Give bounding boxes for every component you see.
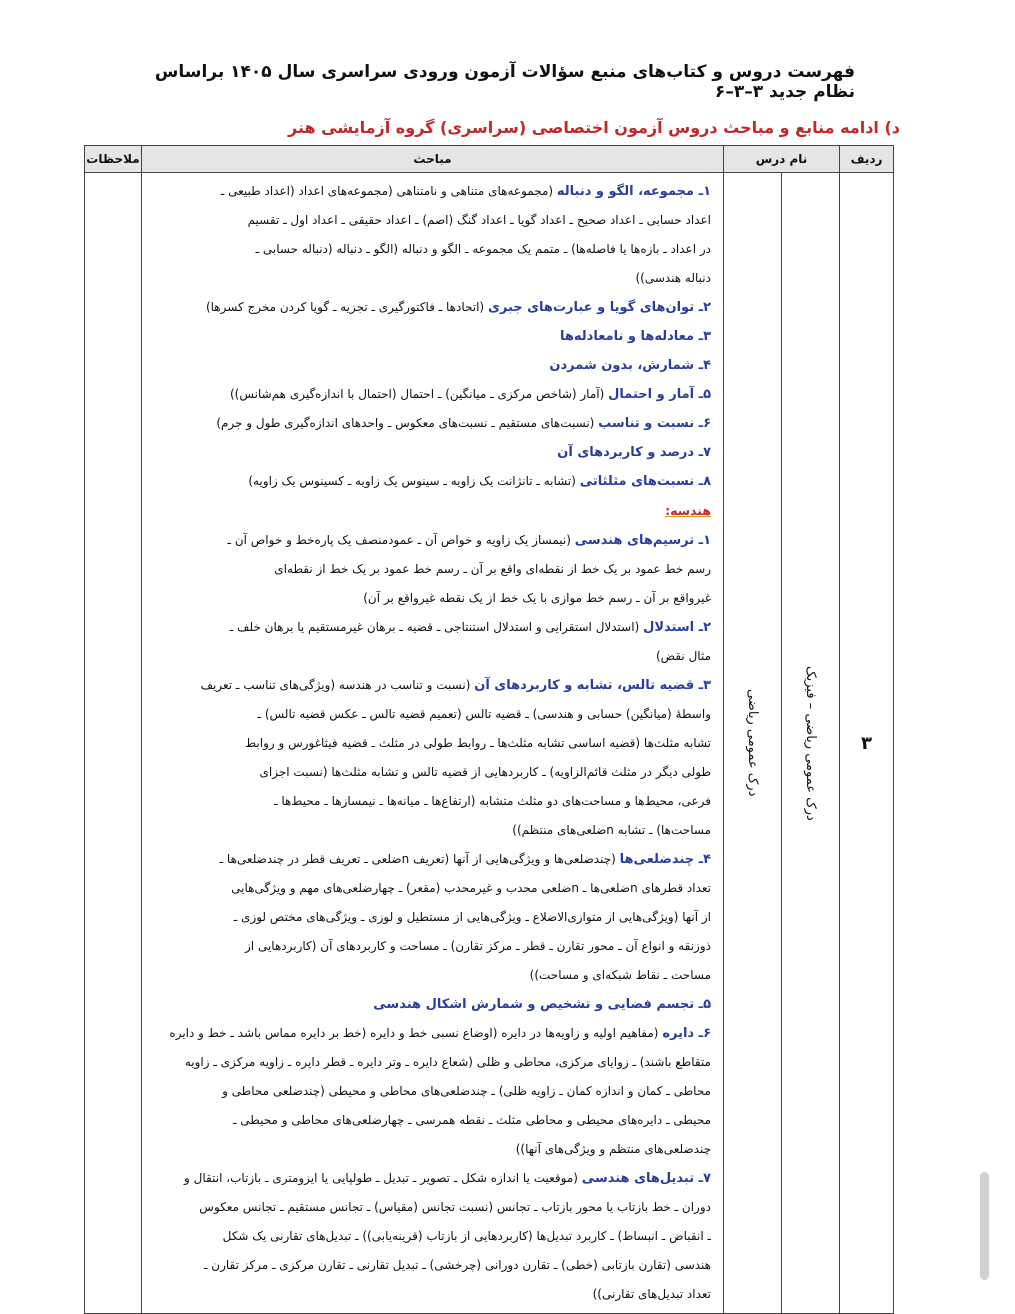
topic-line [150,816,711,845]
topic-text: طولی دیگر در مثلث قائم‌الزاویه) ـ کاربردهایی از قضیه تالس و تشابه مثلث‌ها (نسبت اجزای [259,765,711,779]
topic-text: دنباله هندسی)) [635,271,711,285]
topic-text: مساحت ـ نقاط شبکه‌ای و مساحت)) [529,968,711,982]
topic-heading: ۲ـ توان‌های گویا و عبارت‌های جبری [487,300,711,315]
topic-line [150,1019,711,1048]
subsection-heading: هندسه: [665,503,711,518]
topic-text: محاطی ـ کمان و اندازه کمان ـ زاویه ظلی) ـ چندضلعی‌های محاطی و محیطی (چندضلعی محاطی و [222,1084,711,1098]
topic-line [150,874,711,903]
topic-text: مساحت‌ها) ـ تشابه nضلعی‌های منتظم)) [512,823,711,837]
topic-line [150,584,711,613]
topic-text: در اعداد ـ بازه‌ها یا فاصله‌ها) ـ متمم یک مجموعه ـ الگو و دنباله (الگو ـ دنباله (دنباله حسابی ـ [255,242,711,256]
topic-line [150,1280,711,1309]
topic-line [150,932,711,961]
topic-line [150,526,711,555]
topic-text: دوران ـ خط بازتاب یا محور بازتاب ـ تجانس (نسبت تجانس (مقیاس) ـ تجانس مستقیم ـ تجانس معکوس [199,1200,711,1214]
topic-text: چندضلعی‌های منتظم و ویژگی‌های آنها)) [515,1142,711,1156]
topic-heading: ۶ـ نسبت و تناسب [598,416,711,431]
topic-line [150,409,711,438]
topic-text: ـ انقباض ـ انبساط) ـ کاربرد تبدیل‌ها (کاربردهایی از بازتاب (قرینه‌یابی)) ـ تبدیل‌های تقارنی یک شکل [222,1229,711,1243]
topic-heading: ۵ـ آمار و احتمال [608,387,711,402]
header-notes: ملاحظات [85,146,142,173]
course-name-main [782,173,839,1313]
topic-text: ذوزنقه و انواع آن ـ محور تقارن ـ قطر ـ مرکز تقارن) ـ مساحت و کاربردهای آن (کاربردهایی از [245,939,711,953]
topic-heading: ۶ـ دایره [662,1026,711,1041]
topic-line [150,1164,711,1193]
table-row [85,173,894,1314]
topic-text: غیرواقع بر آن ـ رسم خط موازی با یک خط از یک نقطه غیرواقع بر آن) [363,591,711,605]
topic-line [150,467,711,496]
topic-line [150,729,711,758]
topic-text: (اتحادها ـ فاکتورگیری ـ تجزیه ـ گویا کردن مخرج کسرها) [205,300,488,314]
notes-cell [85,173,142,1314]
topic-line [150,177,711,206]
topic-text: (نسبت‌های مستقیم ـ نسبت‌های معکوس ـ واحدهای اندازه‌گیری طول و جرم) [216,416,599,430]
topic-line [150,438,711,467]
course-name-cell [724,173,840,1314]
topic-line [150,1135,711,1164]
topic-text: متقاطع باشند) ـ زوایای مرکزی، محاطی و ظلی (شعاع دایره ـ وتر دایره ـ قطر دایره ـ زاویه مرکزی ـ زاویه [184,1055,711,1069]
topic-line [150,322,711,351]
course-name-main-text: درک عمومی ریاضی – فیزیک [803,665,818,821]
topic-line [150,1193,711,1222]
topic-line [150,1222,711,1251]
header-name: نام درس [724,146,840,173]
topic-text: (نسبت و تناسب در هندسه (ویژگی‌های تناسب ـ تعریف [200,678,475,692]
topic-heading: ۷ـ تبدیل‌های هندسی [581,1171,711,1186]
header-radif: ردیف [840,146,894,173]
topic-text: رسم خط عمود بر یک خط از نقطه‌ای واقع بر آن ـ رسم خط عمود بر یک خط از نقطه‌ای [274,562,711,576]
topic-text: (تشابه ـ تانژانت یک زاویه ـ سینوس یک زاویه ـ کسینوس یک زاویه) [248,474,580,488]
topic-line [150,1077,711,1106]
topics-table [84,145,894,1314]
topic-line [150,845,711,874]
topic-line [150,293,711,322]
topic-line [150,613,711,642]
topic-line [150,642,711,671]
topic-text: محیطی ـ دایره‌های محیطی و محاطی مثلث ـ نقطه همرسی ـ چهارضلعی‌های محاطی و محیطی ـ [232,1113,711,1127]
topic-text: واسطهٔ (میانگین) حسابی و هندسی) ـ قضیه تالس (تعمیم قضیه تالس ـ عکس قضیه تالس) ـ [257,707,711,721]
topic-heading: ۳ـ معادله‌ها و نامعادله‌ها [559,329,711,344]
radif-cell: ۳ [840,173,894,1314]
section-title: د) ادامه منابع و مباحث دروس آزمون اختصاصی (سراسری) گروه آزمایشی هنر [288,118,900,137]
topic-line [150,990,711,1019]
table-header-row [85,146,894,173]
topic-heading: ۸ـ نسبت‌های مثلثاتی [579,474,711,489]
topic-line [150,700,711,729]
course-name-sub-text: درک عمومی ریاضی [745,689,760,797]
course-name-sub [724,173,782,1313]
topic-line [150,903,711,932]
topic-line [150,264,711,293]
topic-heading: ۱ـ مجموعه، الگو و دنباله [556,184,711,199]
topic-text: (مجموعه‌های متناهی و نامتناهی (مجموعه‌های اعداد (اعداد طبیعی ـ [220,184,557,198]
topic-heading: ۴ـ شمارش، بدون شمردن [549,358,711,373]
topic-text: (چندضلعی‌ها و ویژگی‌هایی از آنها (تعریف nضلعی ـ تعریف قطر در چندضلعی‌ها ـ [219,852,620,866]
topic-line [150,671,711,700]
topic-text: (آمار (شاخص مرکزی ـ میانگین) ـ احتمال (احتمال با اندازه‌گیری هم‌شانس)) [229,387,609,401]
topic-heading: ۴ـ چندضلعی‌ها [619,852,711,867]
topic-line [150,1251,711,1280]
topic-text: (نیمساز یک زاویه و خواص آن ـ عمودمنصف یک پاره‌خط و خواص آن ـ [227,533,575,547]
topic-text: هندسی (تقارن بازتابی (خطی) ـ تقارن دورانی (چرخشی) ـ تبدیل تقارنی ـ تقارن مرکزی ـ مرکز تقارن ـ [203,1258,711,1272]
topic-line [150,351,711,380]
topic-text: (استدلال استقرایی و استدلال استنتاجی ـ قضیه ـ برهان غیرمستقیم یا برهان خلف ـ [229,620,644,634]
topic-heading: ۳ـ قضیه تالس، تشابه و کاربردهای آن [474,678,711,693]
topic-text: مثال نقض) [655,649,711,663]
topic-line [150,787,711,816]
topic-text: تعداد تبدیل‌های تقارنی)) [592,1287,711,1301]
topic-heading: ۱ـ ترسیم‌های هندسی [574,533,711,548]
topic-line [150,1048,711,1077]
topics-cell [142,173,724,1314]
topic-text: تعداد قطرهای nضلعی‌ها ـ nضلعی محدب و غیرمحدب (مقعر) ـ چهارضلعی‌های مهم و ویژگی‌هایی [231,881,711,895]
topic-heading: ۷ـ درصد و کاربردهای آن [557,445,711,460]
topic-text: (موقعیت یا اندازه شکل ـ تصویر ـ تبدیل ـ طولپایی یا ایزومتری ـ بازتاب، انتقال و [184,1171,582,1185]
topic-line [150,235,711,264]
header-mabahes: مباحث [142,146,724,173]
topic-line [150,206,711,235]
page-title: فهرست دروس و کتاب‌های منبع سؤالات آزمون ورودی سراسری سال ۱۴۰۵ براساس نظام جدید ۳–۳–۶ [154,62,855,102]
topic-line [150,555,711,584]
topic-line [150,758,711,787]
topic-text: از آنها (ویژگی‌هایی از متوازی‌الاضلاع ـ ویژگی‌هایی از مستطیل و لوزی ـ ویژگی‌های مختص لوزی ـ [233,910,711,924]
topic-line [150,1106,711,1135]
topic-text: فرعی، محیط‌ها و مساحت‌های دو مثلث متشابه (ارتفاع‌ها ـ میانه‌ها ـ نیمسازها ـ محیط‌ها ـ [273,794,711,808]
topic-line [150,961,711,990]
topic-text: (مفاهیم اولیه و زاویه‌ها در دایره (اوضاع نسبی خط و دایره (خط بر دایره مماس باشد ـ خط و دایره [169,1026,663,1040]
topic-line [150,496,711,526]
topic-text: تشابه مثلث‌ها (قضیه اساسی تشابه مثلث‌ها ـ روابط طولی در مثلث ـ قضیه فیثاغورس و روابط [245,736,711,750]
topic-heading: ۵ـ تجسم فضایی و تشخیص و شمارش اشکال هندسی [373,997,711,1012]
topic-line [150,380,711,409]
scrollbar[interactable] [980,1172,989,1280]
topics-list [150,177,711,1309]
topic-heading: ۲ـ استدلال [643,620,711,635]
topic-text: اعداد حسابی ـ اعداد صحیح ـ اعداد گویا ـ اعداد گنگ (اصم) ـ اعداد حقیقی ـ اعداد اول ـ تقسیم [247,213,711,227]
